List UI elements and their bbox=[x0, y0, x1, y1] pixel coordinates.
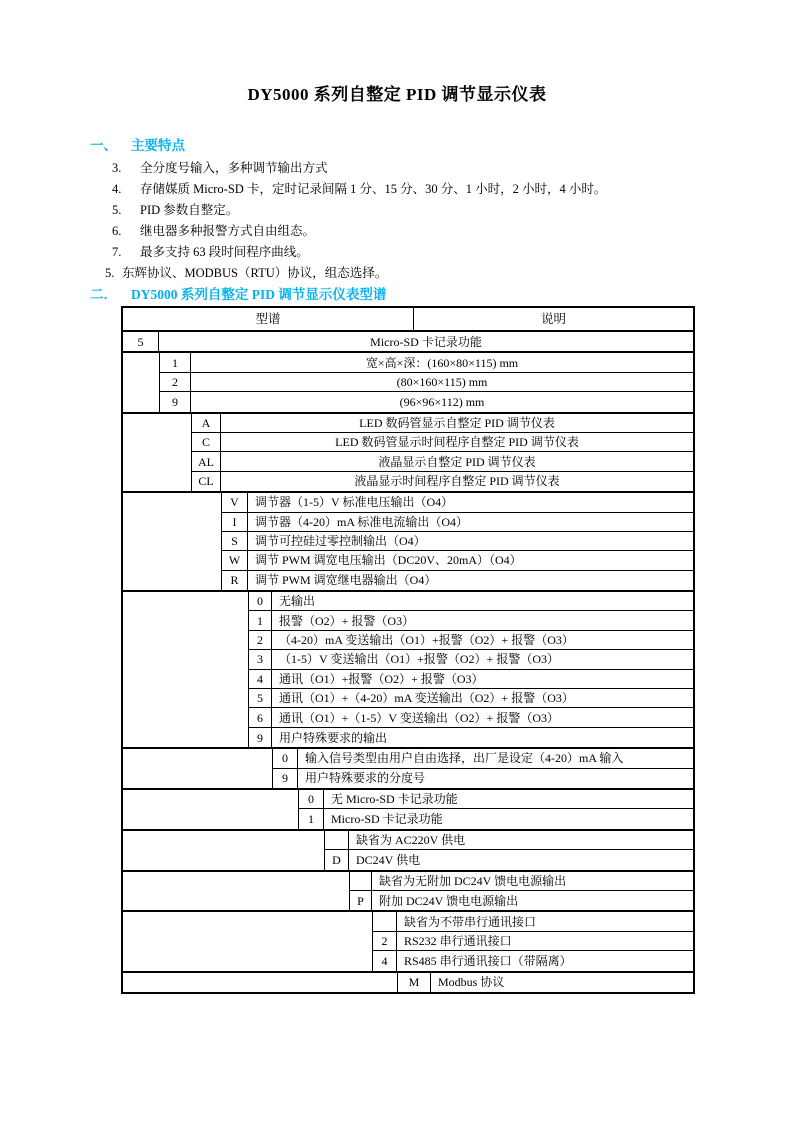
feature-text: 东辉协议、MODBUS（RTU）协议，组态选择。 bbox=[122, 266, 388, 280]
spec-desc-cell: 缺省为无附加 DC24V 馈电电源输出 bbox=[372, 872, 693, 891]
spec-indent-cell bbox=[123, 872, 349, 891]
spec-desc-cell: 宽×高×深：(160×80×115) mm bbox=[191, 353, 693, 372]
spec-key-cell: 1 bbox=[248, 611, 272, 630]
spec-desc-cell: LED 数码管显示时间程序自整定 PID 调节仪表 bbox=[221, 433, 693, 452]
section-one-heading bbox=[90, 136, 704, 156]
spec-desc-cell: 通讯（O1）+报警（O2）+ 报警（O3） bbox=[272, 670, 693, 689]
spec-desc-cell: （4-20）mA 变送输出（O1）+报警（O2）+ 报警（O3） bbox=[272, 631, 693, 650]
spec-key-cell: 1 bbox=[298, 809, 324, 828]
spec-group-level-8 bbox=[123, 829, 693, 870]
spec-desc-cell: 无 Micro-SD 卡记录功能 bbox=[324, 790, 693, 809]
features-list bbox=[90, 158, 704, 284]
spec-row bbox=[123, 769, 693, 788]
spec-key-cell: 4 bbox=[248, 670, 272, 689]
spec-key-cell: 0 bbox=[248, 592, 272, 611]
spec-row bbox=[123, 708, 693, 727]
spec-indent-cell bbox=[123, 532, 221, 551]
spec-key-cell: 2 bbox=[248, 631, 272, 650]
spec-desc-cell: 调节器（4-20）mA 标准电流输出（O4） bbox=[248, 513, 693, 532]
spec-key-cell: R bbox=[221, 571, 248, 590]
spec-indent-cell bbox=[123, 708, 248, 727]
spec-key-cell bbox=[324, 831, 349, 850]
spec-desc-cell: 缺省为不带串行通讯接口 bbox=[397, 912, 693, 931]
spec-indent-cell bbox=[123, 650, 248, 669]
spec-group-level-7 bbox=[123, 788, 693, 829]
spec-group-level-10 bbox=[123, 910, 693, 970]
spec-indent-cell bbox=[123, 831, 324, 850]
spec-row bbox=[123, 670, 693, 689]
spec-key-cell: CL bbox=[191, 472, 221, 491]
feature-number: 4. bbox=[112, 182, 122, 196]
spec-row bbox=[123, 728, 693, 747]
spec-row bbox=[123, 513, 693, 532]
spec-desc-cell: Micro-SD 卡记录功能 bbox=[370, 334, 482, 349]
spec-desc-cell: DC24V 供电 bbox=[356, 852, 421, 867]
spec-desc-cell: 报警（O2）+ 报警（O3） bbox=[272, 611, 693, 630]
spec-row bbox=[123, 373, 693, 392]
spec-indent-cell bbox=[123, 373, 159, 392]
spec-indent-cell bbox=[123, 951, 372, 970]
spec-group-level-11 bbox=[123, 971, 693, 992]
spec-desc-cell: 用户特殊要求的输出 bbox=[279, 730, 388, 745]
spec-row bbox=[123, 332, 693, 351]
spec-indent-cell bbox=[123, 932, 372, 951]
spec-indent-cell bbox=[123, 452, 191, 471]
spec-desc-cell: 通讯（O1）+（1-5）V 变送输出（O2）+ 报警（O3） bbox=[272, 708, 693, 727]
spec-desc-cell: 调节器（1-5）V 标准电压输出（O4） bbox=[248, 493, 693, 512]
spec-desc-cell: 调节可控硅过零控制输出（O4） bbox=[248, 532, 693, 551]
spec-row bbox=[123, 973, 693, 992]
spec-row bbox=[123, 749, 693, 768]
spec-desc-cell: 液晶显示时间程序自整定 PID 调节仪表 bbox=[354, 474, 560, 489]
spec-key-cell: 3 bbox=[248, 650, 272, 669]
spec-key-cell: I bbox=[221, 513, 248, 532]
spec-indent-cell bbox=[123, 809, 298, 828]
spec-row bbox=[123, 493, 693, 512]
spec-indent-cell bbox=[123, 850, 324, 869]
feature-item-5 bbox=[112, 242, 704, 263]
spec-indent-cell bbox=[123, 493, 221, 512]
feature-item-4 bbox=[112, 221, 704, 242]
spec-row bbox=[123, 932, 693, 951]
spec-desc-cell: Micro-SD 卡记录功能 bbox=[331, 812, 443, 827]
spec-group-level-5 bbox=[123, 590, 693, 747]
spec-desc-cell: 无输出 bbox=[272, 592, 693, 611]
spec-indent-cell bbox=[123, 592, 248, 611]
spec-indent-cell bbox=[123, 611, 248, 630]
spec-group-level-9 bbox=[123, 870, 693, 911]
spec-row bbox=[123, 353, 693, 372]
spec-indent-cell bbox=[123, 689, 248, 708]
spec-key-cell: S bbox=[221, 532, 248, 551]
spec-key-cell: M bbox=[397, 973, 431, 992]
spec-row bbox=[123, 831, 693, 850]
feature-number: 5. bbox=[105, 266, 115, 280]
feature-item-3 bbox=[112, 200, 704, 221]
spec-indent-cell bbox=[123, 790, 298, 809]
spec-key-cell: 0 bbox=[272, 749, 298, 768]
header-description-cell: 说明 bbox=[540, 311, 566, 326]
spec-desc-cell: 用户特殊要求的分度号 bbox=[305, 771, 426, 786]
spec-indent-cell bbox=[123, 912, 372, 931]
spec-row bbox=[123, 472, 693, 491]
header-model-spectrum-cell: 型谱 bbox=[123, 308, 414, 330]
spec-key-cell: V bbox=[221, 493, 248, 512]
spec-row bbox=[123, 452, 693, 471]
spec-indent-cell bbox=[123, 973, 397, 992]
spec-row bbox=[123, 912, 693, 931]
spec-key-cell: 9 bbox=[248, 728, 272, 747]
feature-item-1 bbox=[112, 158, 704, 179]
spec-row bbox=[123, 809, 693, 828]
spec-indent-cell bbox=[123, 769, 272, 788]
feature-text: 存储媒质 Micro-SD 卡，定时记录间隔 1 分、15 分、30 分、1 小时，2 小时，4 小时。 bbox=[140, 182, 607, 196]
spec-key-cell: 5 bbox=[123, 332, 159, 351]
spec-key-cell: 5 bbox=[248, 689, 272, 708]
spec-desc-cell: Modbus 协议 bbox=[438, 975, 505, 990]
spec-key-cell bbox=[372, 912, 397, 931]
spec-row bbox=[123, 891, 693, 910]
spec-row bbox=[123, 951, 693, 970]
spec-desc-cell: 输入信号类型由用户自由选择，出厂是设定（4-20）mA 输入 bbox=[298, 749, 693, 768]
feature-text: PID 参数自整定。 bbox=[140, 203, 239, 217]
spec-indent-cell bbox=[123, 749, 272, 768]
section-two-title: DY5000 系列自整定 PID 调节显示仪表型谱 bbox=[131, 287, 387, 302]
spec-group-level-4 bbox=[123, 491, 693, 590]
model-spectrum-table bbox=[121, 306, 695, 994]
spec-key-cell: 4 bbox=[372, 951, 397, 970]
spec-key-cell: 2 bbox=[372, 932, 397, 951]
spec-key-cell: AL bbox=[191, 452, 221, 471]
spec-row bbox=[123, 532, 693, 551]
spec-indent-cell bbox=[123, 571, 221, 590]
spec-key-cell bbox=[349, 872, 372, 891]
spec-key-cell: 2 bbox=[159, 373, 191, 392]
feature-text: 全分度号输入，多种调节输出方式 bbox=[140, 161, 328, 175]
section-one-number: 一、 bbox=[90, 138, 117, 153]
spec-row bbox=[123, 433, 693, 452]
spec-indent-cell bbox=[123, 513, 221, 532]
spec-row bbox=[123, 650, 693, 669]
spec-indent-cell bbox=[123, 551, 221, 570]
spec-group-level-6 bbox=[123, 747, 693, 788]
spec-desc-cell: RS485 串行通讯接口（带隔离） bbox=[404, 953, 572, 968]
spec-desc-cell: 调节 PWM 调宽电压输出（DC20V、20mA）（O4） bbox=[248, 551, 693, 570]
feature-text: 最多支持 63 段时间程序曲线。 bbox=[140, 245, 309, 259]
spec-group-level-1 bbox=[123, 332, 693, 351]
spec-row bbox=[123, 392, 693, 411]
spec-row bbox=[123, 551, 693, 570]
spec-indent-cell bbox=[123, 414, 191, 433]
feature-text: 继电器多种报警方式自由组态。 bbox=[140, 224, 316, 238]
spec-desc-cell: 液晶显示自整定 PID 调节仪表 bbox=[221, 452, 693, 471]
spec-key-cell: 1 bbox=[159, 353, 191, 372]
spec-indent-cell bbox=[123, 433, 191, 452]
spec-key-cell: 9 bbox=[159, 392, 191, 411]
spec-key-cell: C bbox=[191, 433, 221, 452]
spec-indent-cell bbox=[123, 472, 191, 491]
feature-number: 7. bbox=[112, 245, 122, 259]
spec-desc-cell: 附加 DC24V 馈电电源输出 bbox=[379, 893, 519, 908]
spec-desc-cell: 调节 PWM 调宽继电器输出（O4） bbox=[255, 573, 437, 588]
spec-indent-cell bbox=[123, 891, 349, 910]
feature-number: 6. bbox=[112, 224, 122, 238]
spec-row bbox=[123, 611, 693, 630]
spec-desc-cell: RS232 串行通讯接口 bbox=[397, 932, 693, 951]
spec-key-cell: W bbox=[221, 551, 248, 570]
spec-desc-cell: 缺省为 AC220V 供电 bbox=[349, 831, 693, 850]
spec-desc-cell: LED 数码管显示自整定 PID 调节仪表 bbox=[221, 414, 693, 433]
spec-row bbox=[123, 790, 693, 809]
spec-indent-cell bbox=[123, 728, 248, 747]
doc-title: DY5000 系列自整定 PID 调节显示仪表 bbox=[247, 85, 547, 104]
spec-key-cell: 0 bbox=[298, 790, 324, 809]
spec-row bbox=[123, 592, 693, 611]
spec-row bbox=[123, 872, 693, 891]
spec-key-cell: P bbox=[349, 891, 372, 910]
spec-key-cell: A bbox=[191, 414, 221, 433]
section-two-number: 二． bbox=[90, 287, 117, 302]
spec-row bbox=[123, 571, 693, 590]
spec-desc-cell: (80×160×115) mm bbox=[191, 373, 693, 392]
table-header-row bbox=[123, 308, 693, 332]
spec-indent-cell bbox=[123, 392, 159, 411]
feature-item-6 bbox=[105, 263, 704, 284]
spec-row bbox=[123, 414, 693, 433]
spec-group-level-2 bbox=[123, 351, 693, 411]
spec-group-level-3 bbox=[123, 412, 693, 492]
section-one-title: 主要特点 bbox=[131, 138, 185, 153]
feature-item-2 bbox=[112, 179, 704, 200]
spec-row bbox=[123, 689, 693, 708]
section-two-heading bbox=[90, 286, 704, 304]
feature-number: 5. bbox=[112, 203, 122, 217]
feature-number: 3. bbox=[112, 161, 122, 175]
spec-row bbox=[123, 850, 693, 869]
spec-desc-cell: (96×96×112) mm bbox=[399, 394, 485, 409]
spec-indent-cell bbox=[123, 353, 159, 372]
spec-row bbox=[123, 631, 693, 650]
spec-indent-cell bbox=[123, 631, 248, 650]
spec-indent-cell bbox=[123, 670, 248, 689]
table-body bbox=[123, 332, 693, 992]
spec-key-cell: 9 bbox=[272, 769, 298, 788]
spec-desc-cell: （1-5）V 变送输出（O1）+报警（O2）+ 报警（O3） bbox=[272, 650, 693, 669]
spec-key-cell: 6 bbox=[248, 708, 272, 727]
spec-desc-cell: 通讯（O1）+（4-20）mA 变送输出（O2）+ 报警（O3） bbox=[272, 689, 693, 708]
spec-key-cell: D bbox=[324, 850, 349, 869]
